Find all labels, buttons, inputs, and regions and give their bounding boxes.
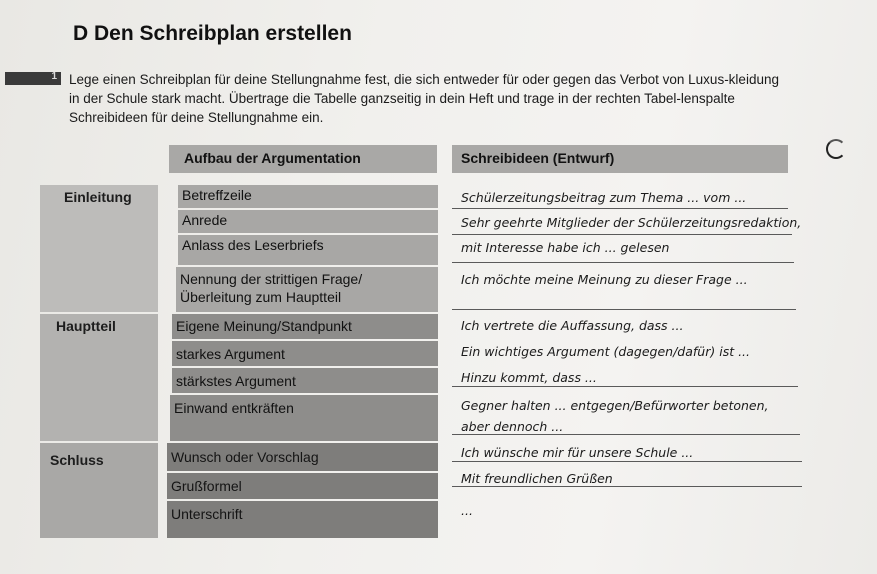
structure-cell-label: Anrede	[182, 212, 228, 228]
structure-cell-label: Unterschrift	[171, 506, 243, 522]
section-label-schluss: Schluss	[50, 452, 104, 468]
structure-cell-grussformel	[167, 473, 438, 499]
structure-cell-anlass	[178, 235, 438, 265]
idea-einwand-line2: aber dennoch ...	[461, 419, 564, 434]
section-label-einleitung: Einleitung	[64, 189, 132, 205]
structure-cell-unterschrift	[167, 501, 438, 538]
idea-underline	[452, 309, 796, 310]
idea-underline	[452, 434, 800, 435]
task-number-badge	[5, 72, 61, 85]
structure-cell-staerkstes-argument	[172, 368, 438, 393]
structure-cell-label: Einwand entkräften	[174, 400, 294, 416]
idea-starkes-argument: Ein wichtiges Argument (dagegen/dafür) ist ...	[461, 344, 750, 359]
structure-cell-label: Nennung der strittigen Frage/	[180, 271, 363, 287]
idea-eigene-meinung: Ich vertrete die Auffassung, dass ...	[461, 318, 684, 333]
idea-unterschrift: ...	[461, 503, 473, 518]
idea-underline	[452, 461, 802, 462]
idea-underline	[452, 386, 798, 387]
section-label-hauptteil: Hauptteil	[56, 318, 116, 334]
idea-underline	[452, 234, 792, 235]
task-number: 1	[51, 71, 57, 82]
structure-cell-label: starkes Argument	[176, 346, 285, 362]
structure-cell-anrede	[178, 210, 438, 233]
margin-bracket-mark	[826, 139, 846, 159]
idea-underline	[452, 486, 802, 487]
idea-grussformel: Mit freundlichen Grüßen	[461, 471, 613, 486]
structure-cell-label: Eigene Meinung/Standpunkt	[176, 318, 352, 334]
idea-einwand: Gegner halten ... entgegen/Befürworter betonen,	[461, 398, 769, 413]
idea-underline	[452, 262, 794, 263]
structure-cell-wunsch	[167, 443, 438, 471]
structure-cell-label: stärkstes Argument	[176, 373, 296, 389]
idea-anrede: Sehr geehrte Mitglieder der Schülerzeitungsredaktion,	[461, 215, 802, 230]
structure-cell-label: Anlass des Leserbriefs	[182, 237, 324, 253]
structure-cell-starkes-argument	[172, 341, 438, 366]
column-header-ideas: Schreibideen (Entwurf)	[461, 150, 615, 166]
idea-betreffzeile: Schülerzeitungsbeitrag zum Thema ... vom ...	[461, 190, 747, 205]
page-title: D Den Schreibplan erstellen	[73, 22, 352, 45]
structure-cell-betreffzeile	[178, 185, 438, 208]
structure-cell-einwand	[170, 395, 438, 441]
task-instruction: Lege einen Schreibplan für deine Stellungnahme fest, die sich entweder für oder gegen das Verbot von Luxus-kleidung in der Schule stark macht. Übertrage die Tabelle ganzseitig in dein Heft und trage in der rechten Tabel-lenspalte Schreibideen für deine Stellungnahme ein.	[69, 72, 779, 125]
structure-cell-label-line2: Überleitung zum Hauptteil	[180, 289, 342, 305]
structure-cell-eigene-meinung	[172, 314, 438, 339]
structure-cell-label: Wunsch oder Vorschlag	[171, 449, 319, 465]
idea-underline	[452, 208, 788, 209]
structure-cell-strittige-frage	[176, 267, 438, 312]
idea-anlass: mit Interesse habe ich ... gelesen	[461, 240, 670, 255]
idea-wunsch: Ich wünsche mir für unsere Schule ...	[461, 445, 694, 460]
idea-strittige-frage: Ich möchte meine Meinung zu dieser Frage ...	[461, 272, 748, 287]
idea-staerkstes-argument: Hinzu kommt, dass ...	[461, 370, 597, 385]
structure-cell-label: Grußformel	[171, 478, 242, 494]
column-header-structure: Aufbau der Argumentation	[184, 150, 361, 166]
structure-cell-label: Betreffzeile	[182, 187, 252, 203]
